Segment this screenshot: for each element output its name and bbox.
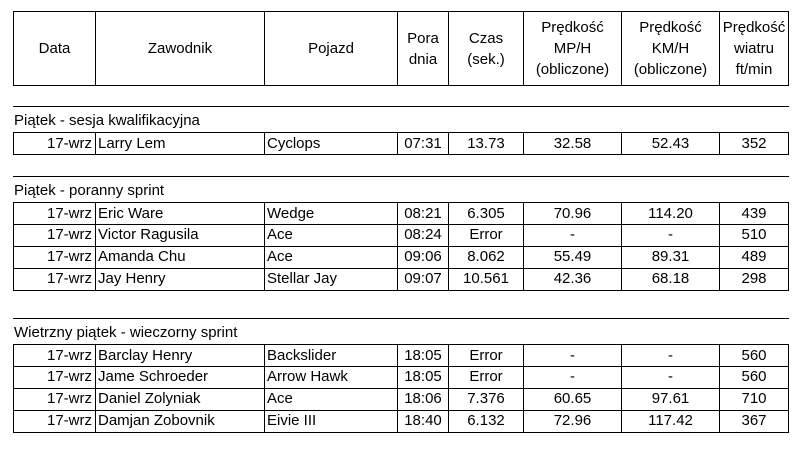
cell-speed-kmh: -	[621, 344, 719, 367]
section-divider	[13, 176, 789, 177]
cell-date: 17-wrz	[13, 410, 95, 433]
table-row	[13, 224, 789, 247]
table-row	[13, 246, 789, 269]
cell-time-of-day: 18:06	[397, 388, 448, 411]
cell-vehicle: Wedge	[264, 202, 397, 225]
cell-vehicle: Ace	[264, 388, 397, 411]
cell-time-of-day: 08:21	[397, 202, 448, 225]
header-speed-mph: Prędkość MP/H (obliczone)	[524, 12, 622, 85]
table-header	[13, 11, 789, 86]
section-divider	[13, 106, 789, 107]
cell-rider: Amanda Chu	[95, 246, 264, 269]
section-title: Piątek - poranny sprint	[14, 182, 165, 199]
cell-time-sec: Error	[448, 344, 523, 367]
cell-speed-mph: 55.49	[523, 246, 621, 269]
header-wind-speed: Prędkość wiatru ft/min	[722, 19, 786, 78]
table-row	[13, 410, 789, 433]
cell-vehicle: Cyclops	[264, 132, 397, 155]
header-date: Data	[14, 12, 96, 85]
cell-wind-speed: 367	[719, 410, 789, 433]
cell-vehicle: Eivie III	[264, 410, 397, 433]
cell-rider: Victor Ragusila	[95, 224, 264, 247]
cell-time-of-day: 09:07	[397, 268, 448, 291]
cell-speed-kmh: 117.42	[621, 410, 719, 433]
cell-time-sec: 8.062	[448, 246, 523, 269]
cell-speed-mph: -	[523, 366, 621, 389]
cell-time-sec: Error	[448, 366, 523, 389]
cell-time-of-day: 08:24	[397, 224, 448, 247]
header-vehicle: Pojazd	[265, 12, 398, 85]
cell-wind-speed: 489	[719, 246, 789, 269]
cell-speed-kmh: 89.31	[621, 246, 719, 269]
cell-speed-kmh: -	[621, 366, 719, 389]
cell-speed-mph: -	[523, 224, 621, 247]
section-divider	[13, 318, 789, 319]
table-row	[13, 268, 789, 291]
cell-vehicle: Backslider	[264, 344, 397, 367]
cell-vehicle: Stellar Jay	[264, 268, 397, 291]
cell-speed-mph: 42.36	[523, 268, 621, 291]
cell-rider: Jame Schroeder	[95, 366, 264, 389]
table-row	[13, 202, 789, 225]
cell-time-sec: 7.376	[448, 388, 523, 411]
cell-speed-kmh: -	[621, 224, 719, 247]
section-title: Wietrzny piątek - wieczorny sprint	[14, 324, 238, 341]
header-rider: Zawodnik	[96, 12, 265, 85]
cell-time-of-day: 18:05	[397, 344, 448, 367]
cell-date: 17-wrz	[13, 202, 95, 225]
cell-date: 17-wrz	[13, 132, 95, 155]
cell-wind-speed: 510	[719, 224, 789, 247]
cell-vehicle: Arrow Hawk	[264, 366, 397, 389]
cell-wind-speed: 710	[719, 388, 789, 411]
cell-time-of-day: 09:06	[397, 246, 448, 269]
cell-date: 17-wrz	[13, 246, 95, 269]
cell-time-of-day: 18:05	[397, 366, 448, 389]
cell-speed-mph: 32.58	[523, 132, 621, 155]
cell-time-sec: 13.73	[448, 132, 523, 155]
cell-speed-mph: 70.96	[523, 202, 621, 225]
cell-speed-kmh: 97.61	[621, 388, 719, 411]
cell-time-sec: 6.132	[448, 410, 523, 433]
cell-speed-mph: 72.96	[523, 410, 621, 433]
table-row	[13, 366, 789, 389]
cell-speed-mph: -	[523, 344, 621, 367]
table-row	[13, 132, 789, 155]
cell-rider: Damjan Zobovnik	[95, 410, 264, 433]
header-time-sec: Czas (sek.)	[449, 12, 524, 85]
cell-vehicle: Ace	[264, 246, 397, 269]
cell-wind-speed: 352	[719, 132, 789, 155]
header-time-of-day: Pora dnia	[398, 12, 449, 85]
cell-wind-speed: 560	[719, 344, 789, 367]
cell-time-sec: 10.561	[448, 268, 523, 291]
table-row	[13, 388, 789, 411]
cell-time-sec: 6.305	[448, 202, 523, 225]
cell-date: 17-wrz	[13, 366, 95, 389]
header-speed-kmh: Prędkość KM/H (obliczone)	[622, 12, 720, 85]
table-row	[13, 344, 789, 367]
cell-speed-kmh: 52.43	[621, 132, 719, 155]
cell-vehicle: Ace	[264, 224, 397, 247]
cell-wind-speed: 439	[719, 202, 789, 225]
cell-date: 17-wrz	[13, 268, 95, 291]
cell-speed-kmh: 68.18	[621, 268, 719, 291]
cell-rider: Jay Henry	[95, 268, 264, 291]
cell-rider: Daniel Zolyniak	[95, 388, 264, 411]
cell-time-of-day: 18:40	[397, 410, 448, 433]
cell-date: 17-wrz	[13, 344, 95, 367]
cell-rider: Eric Ware	[95, 202, 264, 225]
cell-rider: Barclay Henry	[95, 344, 264, 367]
cell-speed-kmh: 114.20	[621, 202, 719, 225]
cell-wind-speed: 560	[719, 366, 789, 389]
cell-wind-speed: 298	[719, 268, 789, 291]
cell-time-of-day: 07:31	[397, 132, 448, 155]
cell-speed-mph: 60.65	[523, 388, 621, 411]
cell-date: 17-wrz	[13, 388, 95, 411]
cell-rider: Larry Lem	[95, 132, 264, 155]
cell-time-sec: Error	[448, 224, 523, 247]
section-title: Piątek - sesja kwalifikacyjna	[14, 112, 200, 129]
cell-date: 17-wrz	[13, 224, 95, 247]
